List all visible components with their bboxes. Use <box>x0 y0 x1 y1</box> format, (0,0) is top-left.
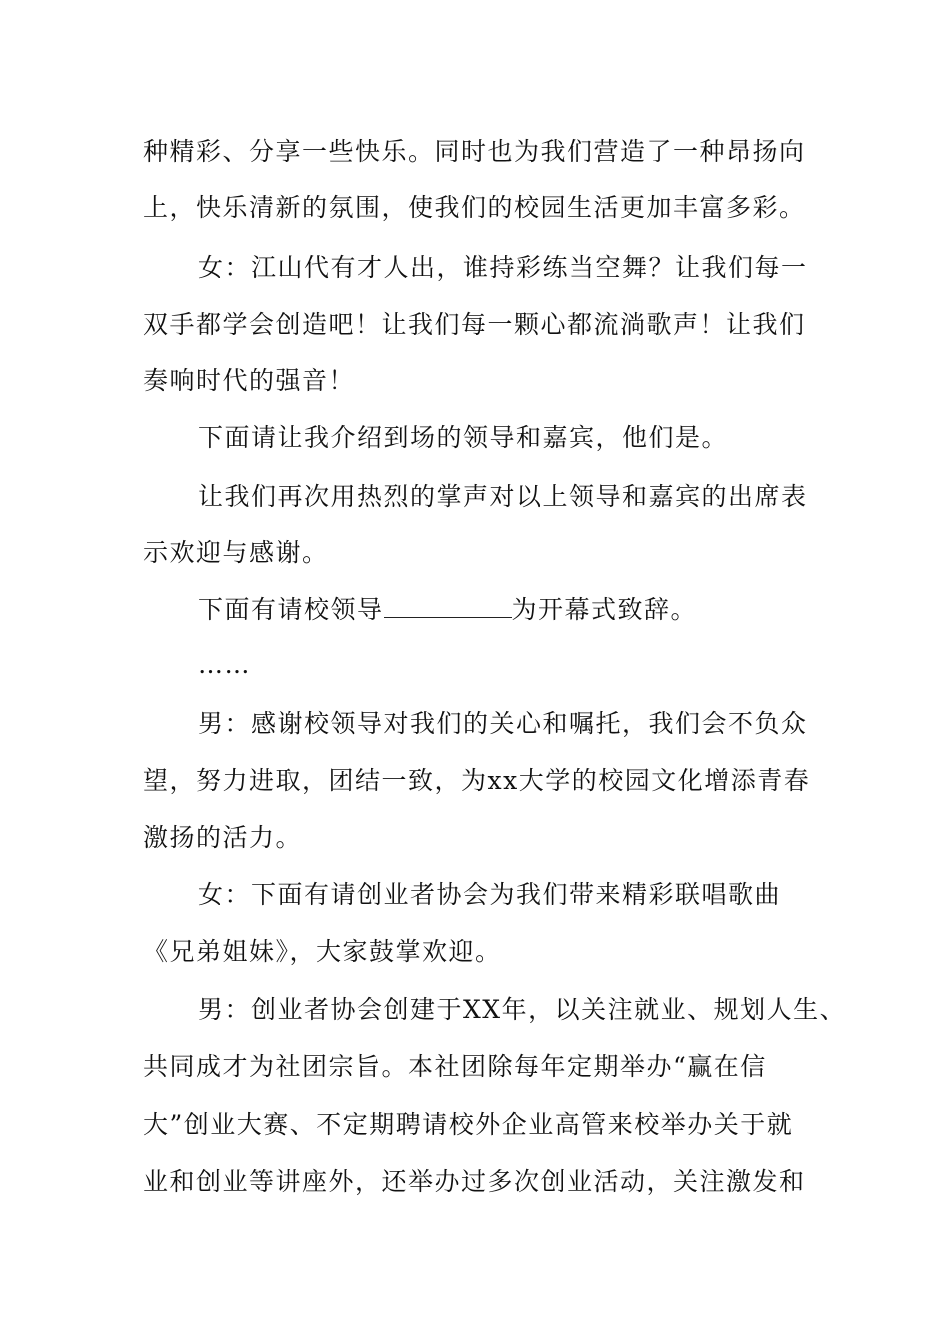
text-line: 种精彩、分享一些快乐。同时也为我们营造了一种昂扬向 <box>143 137 806 166</box>
text-line: 共同成才为社团宗旨。本社团除每年定期举办“赢在信 <box>143 1052 767 1081</box>
fill-in-blank <box>384 597 512 618</box>
text-line: 望，努力进取，团结一致，为xx大学的校园文化增添青春 <box>143 766 811 795</box>
text-line: 女：下面有请创业者协会为我们带来精彩联唱歌曲 <box>198 880 782 909</box>
text-line: 激扬的活力。 <box>143 823 303 852</box>
text-line: 下面请让我介绍到场的领导和嘉宾，他们是。 <box>198 423 729 452</box>
line-prefix: 下面有请校领导 <box>198 595 384 624</box>
text-line: 男：感谢校领导对我们的关心和嘱托，我们会不负众 <box>198 709 808 738</box>
text-line: 奏响时代的强音！ <box>143 366 356 395</box>
line-suffix: 为开幕式致辞。 <box>511 595 698 624</box>
text-line: 上，快乐清新的氛围，使我们的校园生活更加丰富多彩。 <box>143 193 806 222</box>
text-line: 示欢迎与感谢。 <box>143 538 329 567</box>
ellipsis-line: …… <box>198 650 251 679</box>
text-line: 大”创业大赛、不定期聘请校外企业高管来校举办关于就 <box>143 1110 794 1139</box>
text-line: 男：创业者协会创建于XX年，以关注就业、规划人生、 <box>198 995 847 1024</box>
text-line: 女：江山代有才人出，谁持彩练当空舞？让我们每一 <box>198 253 808 282</box>
text-line: 让我们再次用热烈的掌声对以上领导和嘉宾的出席表 <box>198 482 808 511</box>
text-line: 《兄弟姐妹》，大家鼓掌欢迎。 <box>143 937 502 966</box>
text-line-with-blank <box>198 595 697 625</box>
text-line: 业和创业等讲座外，还举办过多次创业活动，关注激发和 <box>143 1167 806 1196</box>
text-line: 双手都学会创造吧！让我们每一颗心都流淌歌声！让我们 <box>143 310 806 339</box>
